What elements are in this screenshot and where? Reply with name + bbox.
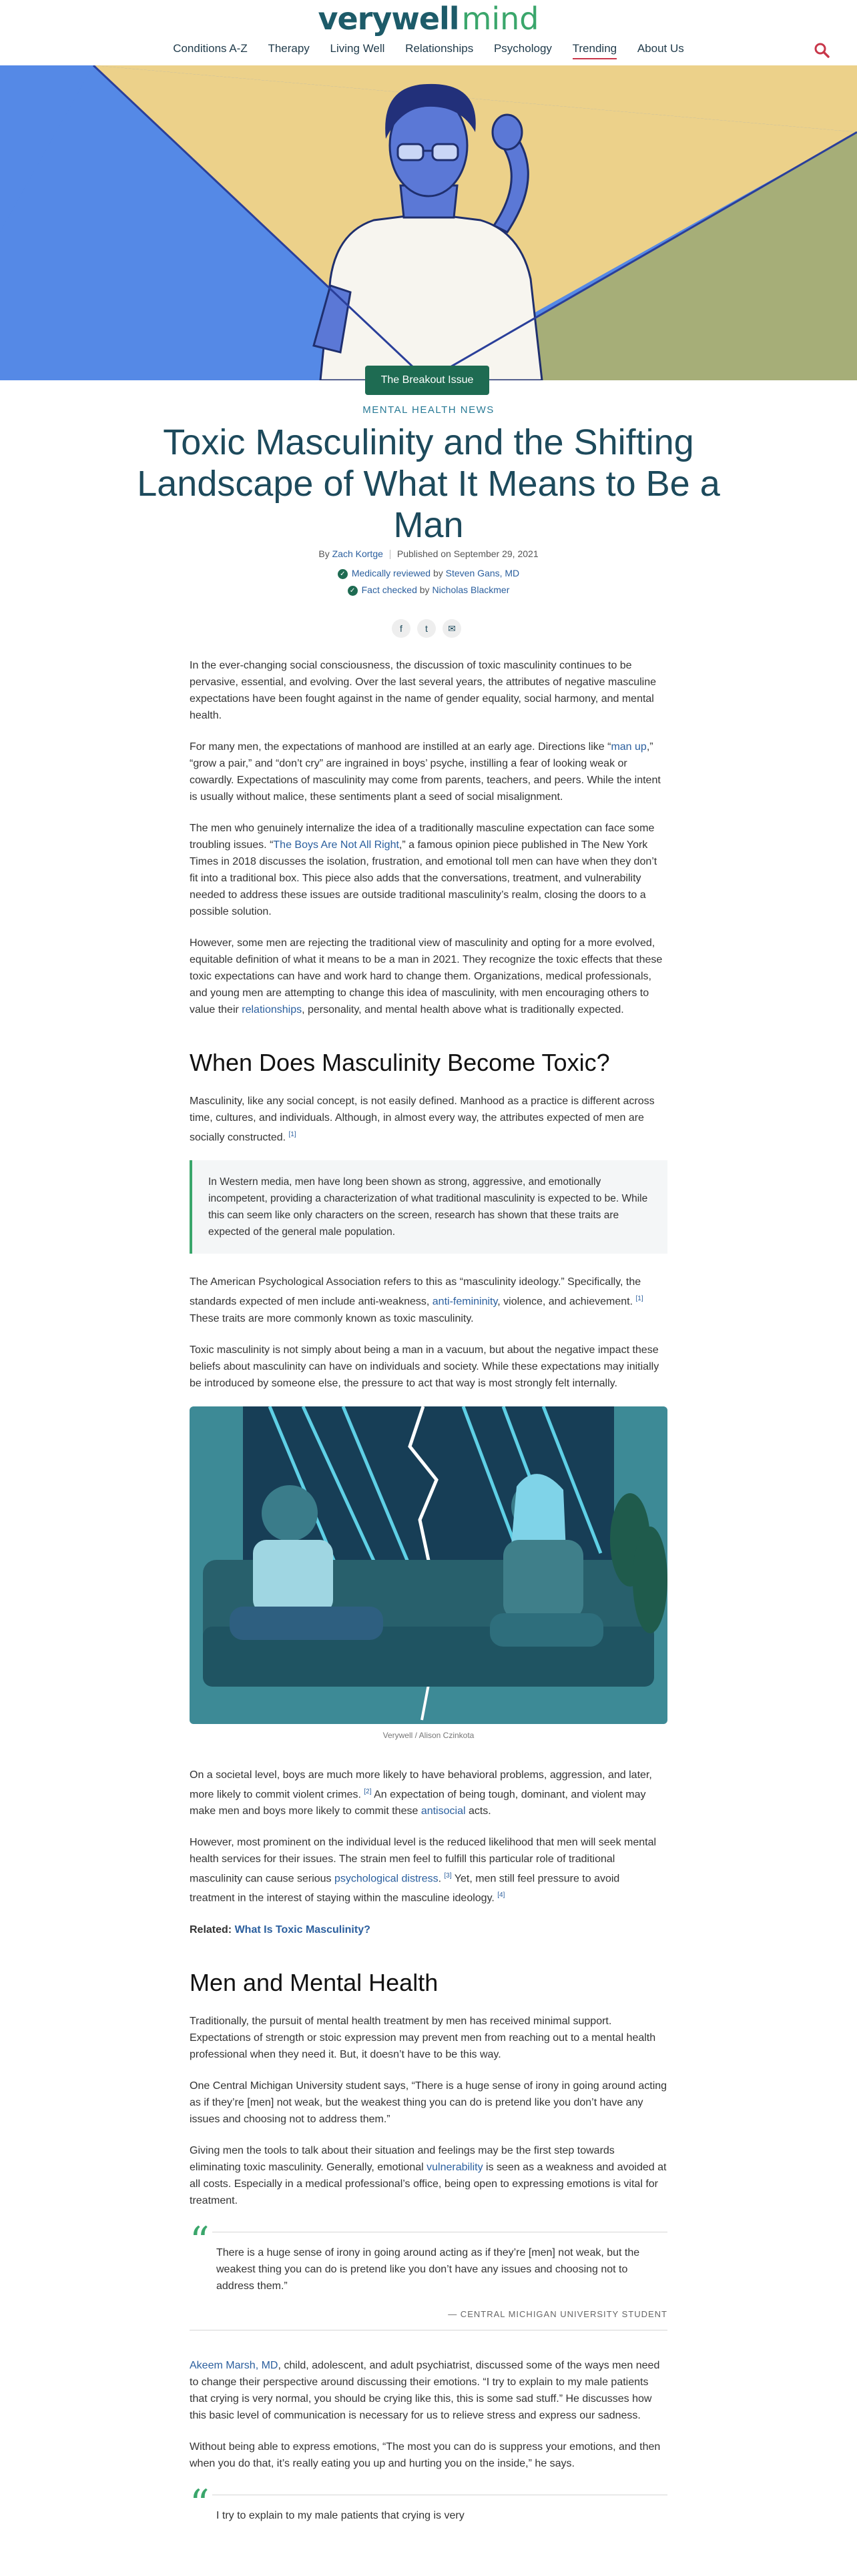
pull-quote-text: I try to explain to my male patients that crying is very <box>216 2509 465 2521</box>
reviewed-by-text: by <box>431 568 446 578</box>
paragraph-10: Traditionally, the pursuit of mental health treatment by men has received minimal support. Expectations of strength or stoic expression may prevent men from reaching out to a mental health professional when they need it. But, it doesn’t have to be this way. <box>190 2015 656 2060</box>
callout-box <box>190 1160 667 1254</box>
fact-check-line <box>0 584 857 596</box>
related-link-line: Related: What Is Toxic Masculinity? <box>190 1923 370 1936</box>
paragraph-1: In the ever-changing social consciousness, the discussion of toxic masculinity continues to be pervasive, essential, and evolving. Over the last several years, the attributes of negative masculine expectations have been fought against in the name of gender equality, social harmony, and mental health. <box>190 660 657 721</box>
logo-wordmark: verywell <box>318 1 459 37</box>
pull-quote-attribution: — CENTRAL MICHIGAN UNIVERSITY STUDENT <box>448 2308 667 2319</box>
search-icon[interactable] <box>813 41 830 59</box>
callout-text: In Western media, men have long been shown as strong, aggressive, and emotionally incompetent, providing a characterization of what traditional masculinity is expected to be. While this can seem like only characters on the screen, research has shown that these traits are expected of the general male population. <box>208 1176 648 1238</box>
paragraph-7: Toxic masculinity is not simply about being a man in a vacuum, but about the negative impact these beliefs about masculinity can have on individuals and society. While these expectations may initially be introduced by someone else, the pressure to act that way is most strongly felt internally. <box>190 1344 659 1389</box>
paragraph-8: On a societal level, boys are much more likely to have behavioral problems, aggression, and later, more likely to commit violent crimes. [2] An expectation of being tough, dominant, and violent may make men and boys more likely to commit these antisocial acts. <box>190 1769 652 1817</box>
site-logo[interactable] <box>0 1 857 36</box>
quote-mark-icon: “ <box>190 2485 212 2523</box>
publish-date: Published on September 29, 2021 <box>396 548 539 559</box>
pull-quote-text: There is a huge sense of irony in going around acting as if they’re [men] not weak, but the weakest thing you can do is pretend like you don’t have any issues and choosing not to address them.” <box>216 2246 640 2292</box>
paragraph-9: However, most prominent on the individual level is the reduced likelihood that men will seek mental health services for their issues. The strain men feel to fulfill this particular role of traditional masculinity can cause serious psychological distress. [3] Yet, men still feel pressure to avoid treatment in the interest of staying within the masculine ideology. [4] <box>190 1836 657 1904</box>
twitter-icon[interactable]: t <box>417 619 436 638</box>
section-heading-toxic: When Does Masculinity Become Toxic? <box>190 1049 610 1076</box>
checked-by-text: by <box>416 584 433 595</box>
pull-quote <box>190 2218 667 2330</box>
checkmark-icon: ✓ <box>338 569 348 579</box>
related-article-link[interactable]: What Is Toxic Masculinity? <box>234 1923 370 1936</box>
author-link[interactable]: Zach Kortge <box>332 548 383 559</box>
medical-review-line <box>0 568 857 579</box>
boys-not-all-right-link[interactable]: The Boys Are Not All Right <box>273 839 399 851</box>
paragraph-4: However, some men are rejecting the traditional view of masculinity and opting for a more evolved, equitable definition of what it means to be a man in 2021. They recognize the toxic effects that these toxic expectations can have and work hard to change them. Organizations, medical professionals, and young men are attempting to change this idea of masculinity, with men encouraging others to value their relationships, personality, and mental health above what is traditionally expected. <box>190 937 663 1015</box>
vulnerability-link[interactable]: vulnerability <box>426 2161 483 2173</box>
citation-link[interactable]: [3] <box>444 1871 452 1879</box>
antisocial-link[interactable]: antisocial <box>420 1805 466 1817</box>
figure-caption: Verywell / Alison Czinkota <box>382 1730 475 1740</box>
fact-checker-link[interactable]: Nicholas Blackmer <box>432 584 510 595</box>
hero-illustration <box>0 65 857 380</box>
logo-suffix: mind <box>461 1 539 37</box>
nav-psychology[interactable]: Psychology <box>493 42 552 55</box>
byline <box>0 548 857 559</box>
relationships-link[interactable]: relationships <box>242 1004 302 1015</box>
paragraph-13: Akeem Marsh, MD, child, adolescent, and adult psychiatrist, discussed some of the ways men need to change their perspective around discussing their emotions. “I try to explain to my male patients that crying is very normal, you should be crying like this, this is some sad stuff.” He discusses how this basic level of communication is necessary for us to relieve stress and express our sadness. <box>190 2359 660 2421</box>
fact-checked-link[interactable]: Fact checked <box>361 584 417 595</box>
citation-link[interactable]: [2] <box>364 1787 372 1795</box>
nav-trending[interactable]: Trending <box>573 42 617 59</box>
paragraph-3: The men who genuinely internalize the idea of a traditionally masculine expectation can face some troubling issues. “The Boys Are Not All Right,” a famous opinion piece published in The New York Times in 2018 discusses the isolation, frustration, and emotional toll men can have when they don’t fit into a traditional box. This piece also adds that the conversations, treatment, and vulnerability needed to address these issues are outside traditional masculinity’s realm, closing the doors to a possible solution. <box>190 823 657 917</box>
citation-link[interactable]: [4] <box>497 1891 505 1899</box>
share-bar <box>388 619 465 638</box>
anti-femininity-link[interactable]: anti-femininity <box>432 1296 498 1308</box>
nav-about-us[interactable]: About Us <box>637 42 684 55</box>
email-icon[interactable]: ✉ <box>443 619 461 638</box>
section-heading-mental-health: Men and Mental Health <box>190 1968 439 1996</box>
nav-therapy[interactable]: Therapy <box>268 42 310 55</box>
paragraph-2: For many men, the expectations of manhood are instilled at an early age. Directions like “man up,” “grow a pair,” and “don’t cry” are ingrained in boys’ psyche, instilling a fear of looking weak or cowardly. Expectations of masculinity may come from parents, teachers, and peers. While the intent is usually without malice, these sentiments plant a seed of social misalignment. <box>190 741 661 803</box>
paragraph-6: The American Psychological Association refers to this as “masculinity ideology.” Specifically, the standards expected of men include anti-weakness, anti-femininity, violence, and achievement. [1] These traits are more commonly known as toxic masculinity. <box>190 1276 643 1324</box>
paragraph-11: One Central Michigan University student says, “There is a huge sense of irony in going around acting as if they’re [men] not weak, but the weakest thing you can do is pretend like you don’t have any issues and choosing not to address them.” <box>190 2080 667 2125</box>
psychological-distress-link[interactable]: psychological distress <box>334 1873 439 1885</box>
main-nav <box>0 42 857 59</box>
paragraph-14: Without being able to express emotions, “The most you can do is suppress your emotions, and then when you do that, it’s really eating you up and hurting you on the inside,” he says. <box>190 2441 661 2469</box>
citation-link[interactable]: [1] <box>288 1131 296 1138</box>
issue-badge[interactable]: The Breakout Issue <box>365 366 489 395</box>
facebook-icon[interactable]: f <box>392 619 410 638</box>
pull-quote <box>190 2481 667 2549</box>
paragraph-5: Masculinity, like any social concept, is not easily defined. Manhood as a practice is different across time, cultures, and individuals. Although, in almost every way, the attributes expected of men are socially constructed. [1] <box>190 1096 655 1144</box>
quote-mark-icon: “ <box>190 2222 212 2260</box>
reviewer-link[interactable]: Steven Gans, MD <box>445 568 520 578</box>
nav-relationships[interactable]: Relationships <box>405 42 474 55</box>
nav-conditions[interactable]: Conditions A-Z <box>173 42 248 55</box>
nav-living-well[interactable]: Living Well <box>330 42 385 55</box>
byline-prefix: By <box>318 548 332 559</box>
akeem-marsh-link[interactable]: Akeem Marsh, MD <box>190 2359 278 2371</box>
article-title: Toxic Masculinity and the Shifting Landscape of What It Means to Be a Man <box>137 422 720 545</box>
citation-link[interactable]: [1] <box>635 1295 643 1303</box>
article-body <box>190 657 667 2576</box>
article-kicker[interactable]: MENTAL HEALTH NEWS <box>362 404 495 416</box>
paragraph-12: Giving men the tools to talk about their situation and feelings may be the first step towards eliminating toxic masculinity. Generally, emotional vulnerability is seen as a weakness and avoided at all costs. Especially in a medical professional’s office, being open to expressing emotions is vital for treatment. <box>190 2144 667 2206</box>
man-up-link[interactable]: man up <box>611 741 647 753</box>
site-header <box>0 0 857 66</box>
medically-reviewed-link[interactable]: Medically reviewed <box>351 568 431 578</box>
checkmark-icon: ✓ <box>348 586 358 596</box>
article-illustration <box>190 1406 667 1724</box>
